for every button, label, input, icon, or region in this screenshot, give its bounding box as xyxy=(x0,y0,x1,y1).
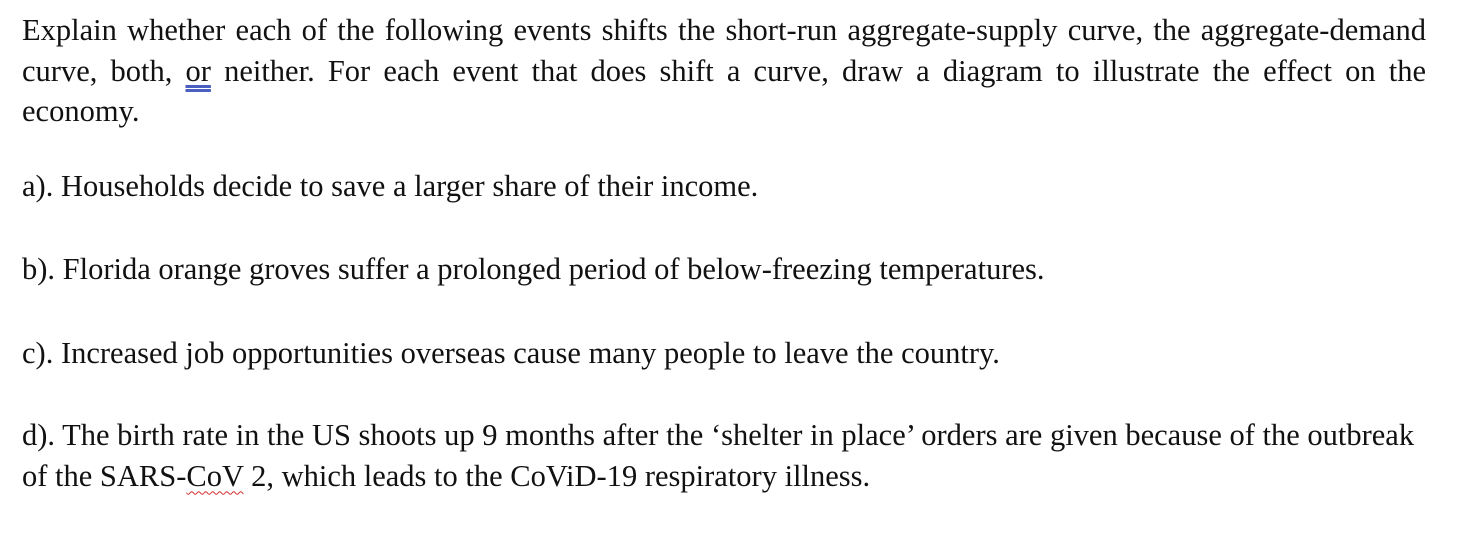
question-b: b). Florida orange groves suffer a prolonged period of below-freezing temperatures. xyxy=(22,252,1045,286)
instructions-text-start: Explain whether each of the following events shifts the short-run aggregate-supply curve, the aggregate-demand curve, both, xyxy=(22,13,1426,88)
instructions-text-end: neither. For each event that does shift a curve, draw a diagram to illustrate the effect on the economy. xyxy=(22,53,1426,128)
question-d-text-start: d). The birth rate in the US shoots up 9 months after the ‘shelter in place’ orders are given because of the outbreak of the SARS- xyxy=(22,418,1415,493)
instructions-paragraph xyxy=(22,10,1426,132)
document-body xyxy=(22,10,1426,496)
spelling-flagged-word[interactable]: CoV xyxy=(186,458,244,493)
question-d xyxy=(22,415,1426,496)
grammar-flagged-word[interactable]: or xyxy=(185,53,211,88)
question-a: a). Households decide to save a larger share of their income. xyxy=(22,168,759,203)
question-c: c). Increased job opportunities overseas cause many people to leave the country. xyxy=(22,335,1000,370)
question-d-text-end: 2, which leads to the CoViD-19 respiratory illness. xyxy=(243,458,871,493)
